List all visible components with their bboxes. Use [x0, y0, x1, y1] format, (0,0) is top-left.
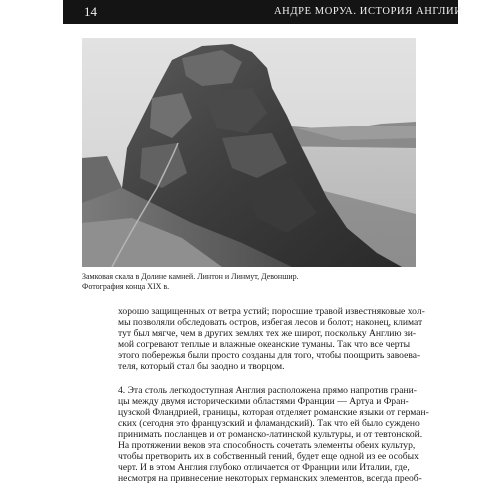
text-line: ских (сегодня это французский и фламандский). Так что ей было суждено — [118, 418, 420, 429]
text-line: На протяжении веков эта способность сочетать элементы обеих культур, — [118, 440, 416, 451]
running-title: АНДРЕ МОРУА. ИСТОРИЯ АНГЛИИ — [274, 6, 463, 17]
text-line: несмотря на привнесение некоторых германских элементов, всегда преоб- — [118, 473, 422, 484]
text-line: 4. Эта столь легкодоступная Англия расположена прямо напротив грани- — [118, 385, 417, 396]
text-line: цы между двумя историческими областями Франции — Артуа и Фран- — [118, 396, 409, 407]
page-number: 14 — [84, 4, 97, 19]
text-line: этого побережья были просто созданы для того, чтобы поощрить завоева- — [118, 350, 421, 361]
photograph-castle-rock — [82, 38, 416, 267]
text-line: мой согревают теплые и влажные океанские туманы. Так что все черты — [118, 339, 411, 350]
text-line: хорошо защищенных от ветра устий; поросшие травой известняковые хол- — [118, 306, 425, 317]
caption-line: Фотография конца XIX в. — [82, 282, 170, 291]
text-line: чтобы претворить их в собственный гений, будет еще одной из ее особых — [118, 451, 419, 462]
text-line: принимать посланцев и от романско-латинской культуры, и от тевтонской. — [118, 429, 423, 440]
text-line: черт. И в этом Англия глубоко отличается от Франции или Италии, где, — [118, 462, 410, 473]
caption-line: Замковая скала в Долине камней. Линтон и Линмут, Девоншир. — [82, 272, 299, 281]
text-line: теля, который стал бы заодно и творцом. — [118, 361, 285, 372]
text-line: тут был мягче, чем в других землях тех же широт, поскольку Англию зи- — [118, 328, 417, 339]
text-line: цузской Фландрией, границы, которая отделяет романские языки от герман- — [118, 407, 429, 418]
text-line: мы позволяли обследовать остров, избегая лесов и болот; наконец, климат — [118, 317, 423, 328]
photo-caption — [82, 272, 422, 292]
body-text — [118, 306, 429, 484]
